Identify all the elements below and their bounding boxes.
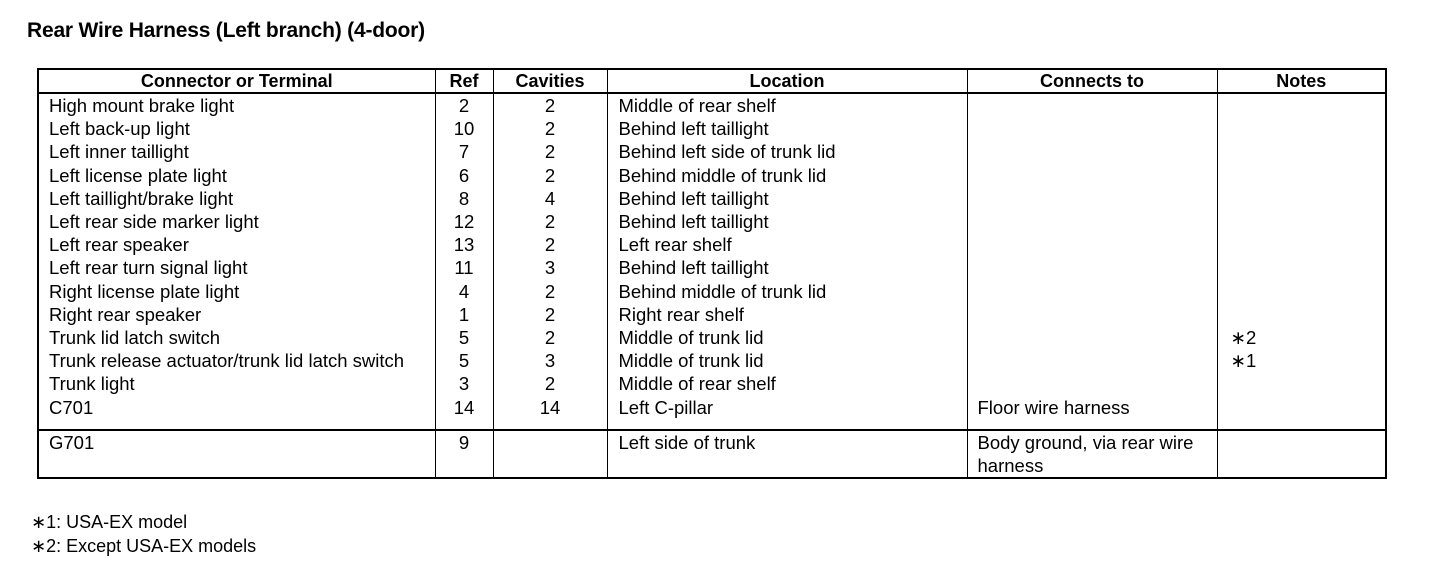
- cell-connects-to: [967, 140, 1217, 163]
- cell-notes: [1217, 430, 1386, 478]
- cell-notes: [1217, 93, 1386, 117]
- cell-connects-to: [967, 280, 1217, 303]
- cell-cavities: 2: [493, 280, 607, 303]
- table-row: [38, 187, 1386, 210]
- cell-cavities: 14: [493, 396, 607, 430]
- cell-location: Behind left taillight: [607, 256, 967, 279]
- cell-connector: Left rear speaker: [38, 233, 435, 256]
- harness-table: [37, 68, 1387, 479]
- cell-location: Behind left side of trunk lid: [607, 140, 967, 163]
- cell-ref: 14: [435, 396, 493, 430]
- cell-notes: [1217, 187, 1386, 210]
- cell-location: Middle of trunk lid: [607, 349, 967, 372]
- cell-location: Behind middle of trunk lid: [607, 280, 967, 303]
- cell-connector: High mount brake light: [38, 93, 435, 117]
- cell-location: Behind left taillight: [607, 187, 967, 210]
- table-row: [38, 93, 1386, 117]
- cell-connects-to: [967, 210, 1217, 233]
- table-row: [38, 303, 1386, 326]
- header-location: Location: [607, 69, 967, 93]
- cell-cavities: [493, 430, 607, 478]
- cell-cavities: 2: [493, 117, 607, 140]
- cell-cavities: 2: [493, 93, 607, 117]
- footnote-1: ∗1: USA-EX model: [31, 512, 188, 532]
- cell-location: Behind left taillight: [607, 210, 967, 233]
- cell-ref: 4: [435, 280, 493, 303]
- cell-ref: 9: [435, 430, 493, 478]
- cell-cavities: 2: [493, 303, 607, 326]
- table-row: [38, 233, 1386, 256]
- cell-cavities: 2: [493, 372, 607, 395]
- cell-connects-to: [967, 303, 1217, 326]
- cell-location: Behind middle of trunk lid: [607, 164, 967, 187]
- cell-connector: Right license plate light: [38, 280, 435, 303]
- cell-notes: [1217, 396, 1386, 430]
- cell-notes: [1217, 164, 1386, 187]
- table-row: [38, 117, 1386, 140]
- cell-location: Right rear shelf: [607, 303, 967, 326]
- table-row: [38, 140, 1386, 163]
- cell-connector: Right rear speaker: [38, 303, 435, 326]
- table-row: [38, 372, 1386, 395]
- cell-cavities: 4: [493, 187, 607, 210]
- cell-connects-to: [967, 187, 1217, 210]
- cell-ref: 1: [435, 303, 493, 326]
- cell-cavities: 2: [493, 140, 607, 163]
- cell-connector: Left taillight/brake light: [38, 187, 435, 210]
- footnote-2: ∗2: Except USA-EX models: [31, 536, 257, 556]
- cell-ref: 10: [435, 117, 493, 140]
- cell-notes: ∗2: [1217, 326, 1386, 349]
- cell-notes: [1217, 256, 1386, 279]
- cell-connects-to: [967, 233, 1217, 256]
- cell-location: Middle of rear shelf: [607, 372, 967, 395]
- table-header-row: [38, 69, 1386, 93]
- table-row: [38, 326, 1386, 349]
- table-row: [38, 396, 1386, 430]
- header-connector: Connector or Terminal: [38, 69, 435, 93]
- cell-connector: Left license plate light: [38, 164, 435, 187]
- page-title: Rear Wire Harness (Left branch) (4-door): [27, 19, 425, 42]
- cell-notes: [1217, 210, 1386, 233]
- cell-connects-to: [967, 256, 1217, 279]
- cell-location: Left side of trunk: [607, 430, 967, 478]
- cell-connects-to: [967, 372, 1217, 395]
- cell-location: Left C-pillar: [607, 396, 967, 430]
- cell-location: Behind left taillight: [607, 117, 967, 140]
- table-row: [38, 210, 1386, 233]
- cell-connects-to: [967, 164, 1217, 187]
- cell-cavities: 3: [493, 256, 607, 279]
- header-connects-to: Connects to: [967, 69, 1217, 93]
- cell-notes: [1217, 303, 1386, 326]
- table-row: [38, 349, 1386, 372]
- footnotes: [31, 510, 256, 558]
- cell-cavities: 2: [493, 233, 607, 256]
- cell-location: Left rear shelf: [607, 233, 967, 256]
- cell-ref: 12: [435, 210, 493, 233]
- cell-connector: Left inner taillight: [38, 140, 435, 163]
- cell-connects-to: [967, 117, 1217, 140]
- cell-ref: 5: [435, 349, 493, 372]
- cell-ref: 6: [435, 164, 493, 187]
- cell-notes: ∗1: [1217, 349, 1386, 372]
- cell-notes: [1217, 280, 1386, 303]
- cell-cavities: 2: [493, 326, 607, 349]
- cell-notes: [1217, 140, 1386, 163]
- cell-cavities: 3: [493, 349, 607, 372]
- cell-connector: Trunk lid latch switch: [38, 326, 435, 349]
- table-row-ground: [38, 430, 1386, 478]
- cell-connector: C701: [38, 396, 435, 430]
- cell-connects-to: [967, 326, 1217, 349]
- cell-ref: 13: [435, 233, 493, 256]
- cell-connects-to: Floor wire harness: [967, 396, 1217, 430]
- table-row: [38, 256, 1386, 279]
- table-body: [38, 93, 1386, 430]
- cell-connector: Left rear turn signal light: [38, 256, 435, 279]
- cell-ref: 3: [435, 372, 493, 395]
- cell-notes: [1217, 117, 1386, 140]
- cell-ref: 7: [435, 140, 493, 163]
- table-row: [38, 280, 1386, 303]
- cell-connector: G701: [38, 430, 435, 478]
- cell-ref: 8: [435, 187, 493, 210]
- cell-connects-to: [967, 93, 1217, 117]
- header-cavities: Cavities: [493, 69, 607, 93]
- cell-connector: Trunk release actuator/trunk lid latch switch: [38, 349, 435, 372]
- table-row: [38, 164, 1386, 187]
- cell-ref: 11: [435, 256, 493, 279]
- cell-connects-to: [967, 349, 1217, 372]
- cell-connector: Trunk light: [38, 372, 435, 395]
- cell-cavities: 2: [493, 210, 607, 233]
- cell-connects-to: Body ground, via rear wire harness: [967, 430, 1217, 478]
- cell-notes: [1217, 372, 1386, 395]
- cell-location: Middle of trunk lid: [607, 326, 967, 349]
- cell-notes: [1217, 233, 1386, 256]
- cell-ref: 5: [435, 326, 493, 349]
- cell-connector: Left rear side marker light: [38, 210, 435, 233]
- header-ref: Ref: [435, 69, 493, 93]
- cell-cavities: 2: [493, 164, 607, 187]
- header-notes: Notes: [1217, 69, 1386, 93]
- cell-location: Middle of rear shelf: [607, 93, 967, 117]
- cell-connector: Left back-up light: [38, 117, 435, 140]
- cell-ref: 2: [435, 93, 493, 117]
